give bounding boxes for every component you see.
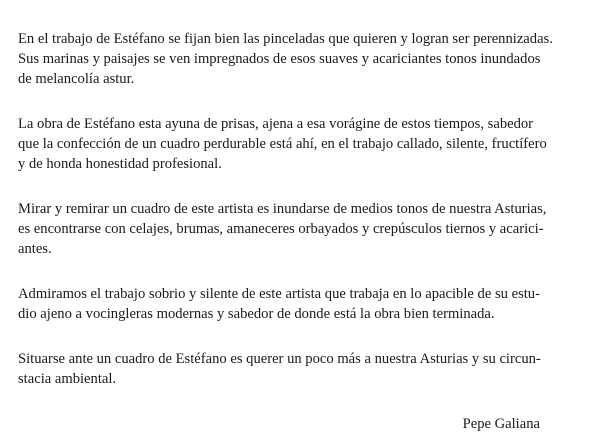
- paragraph-line: dio ajeno a vocingleras modernas y sabedor de donde está la obra bien terminada.: [18, 306, 495, 322]
- paragraph-line: antes.: [18, 241, 52, 257]
- paragraph-line: Situarse ante un cuadro de Estéfano es querer un poco más a nuestra Asturias y su circun-: [18, 351, 541, 367]
- paragraph-5: [18, 349, 590, 389]
- paragraph-line: Admiramos el trabajo sobrio y silente de este artista que trabaja en lo apacible de su estu-: [18, 286, 540, 302]
- paragraph-line: de melancolía astur.: [18, 71, 135, 87]
- document-body: [18, 29, 590, 434]
- paragraph-line: que la confección de un cuadro perdurable está ahí, en el trabajo callado, silente, fructífero: [18, 136, 547, 152]
- paragraph-2: [18, 114, 590, 174]
- paragraph-line: La obra de Estéfano esta ayuna de prisas, ajena a esa vorágine de estos tiempos, sabedor: [18, 116, 534, 132]
- paragraph-line: En el trabajo de Estéfano se fijan bien las pinceladas que quieren y logran ser perennizadas.: [18, 31, 553, 47]
- paragraph-line: es encontrarse con celajes, brumas, amaneceres orbayados y crepúsculos tiernos y acarici-: [18, 221, 544, 237]
- paragraph-line: stacia ambiental.: [18, 371, 117, 387]
- author-signature: Pepe Galiana: [462, 416, 540, 432]
- paragraph-4: [18, 284, 590, 324]
- paragraph-3: [18, 199, 590, 259]
- paragraph-line: Sus marinas y paisajes se ven impregnados de esos suaves y acariciantes tonos inundados: [18, 51, 541, 67]
- paragraph-1: [18, 29, 590, 89]
- paragraph-line: Mirar y remirar un cuadro de este artista es inundarse de medios tonos de nuestra Asturias,: [18, 201, 547, 217]
- paragraph-line: y de honda honestidad profesional.: [18, 156, 222, 172]
